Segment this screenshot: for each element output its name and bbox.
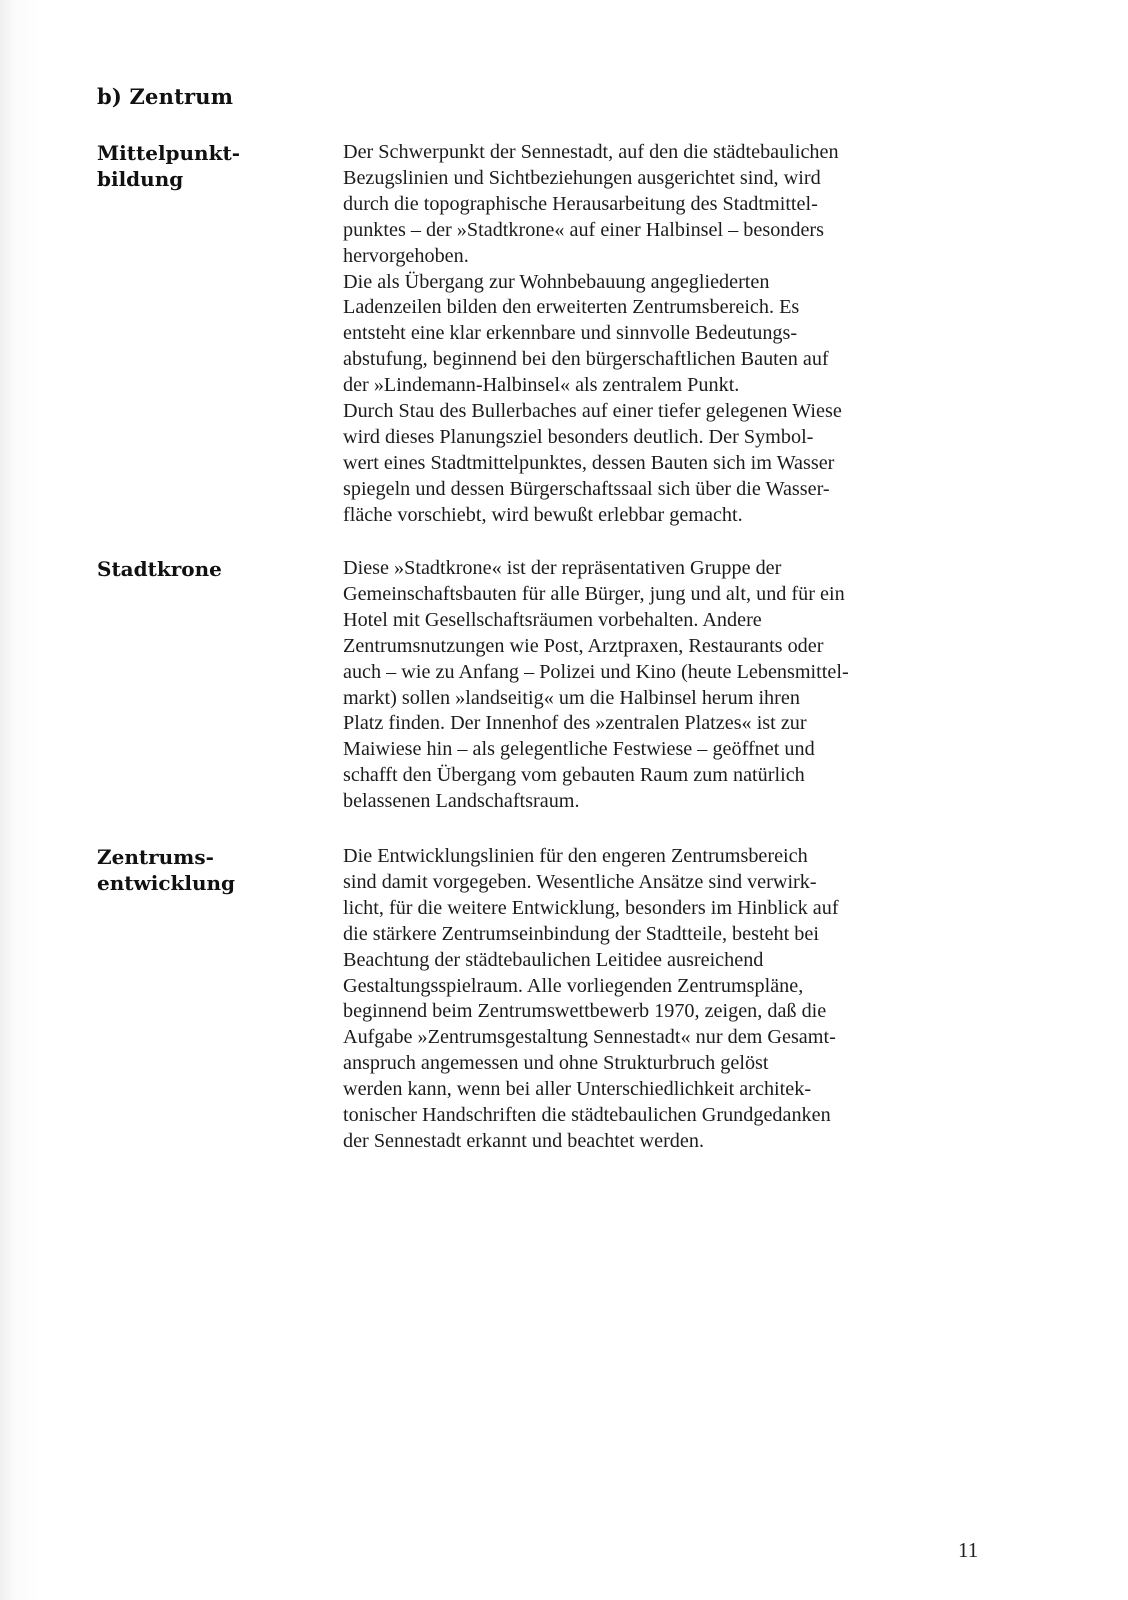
- text-line: entsteht eine klar erkennbare und sinnvolle Bedeutungs-: [343, 322, 798, 345]
- text-line: markt) sollen »landseitig« um die Halbinsel herum ihren: [343, 686, 800, 709]
- text-line: auch – wie zu Anfang – Polizei und Kino (heute Lebensmittel-: [343, 660, 849, 683]
- text-line: abstufung, beginnend bei den bürgerschaftlichen Bauten auf: [343, 348, 829, 371]
- text-line: durch die topographische Herausarbeitung des Stadtmittel-: [343, 192, 818, 215]
- text-line: wird dieses Planungsziel besonders deutlich. Der Symbol-: [343, 425, 814, 448]
- text-line: punktes – der »Stadtkrone« auf einer Halbinsel – besonders: [343, 218, 825, 241]
- text-line: Gemeinschaftsbauten für alle Bürger, jung und alt, und für ein: [343, 582, 845, 605]
- text-line: hervorgehoben.: [343, 244, 469, 267]
- paragraph: [343, 140, 983, 529]
- text-line: Die als Übergang zur Wohnbebauung angegliederten: [343, 270, 770, 293]
- text-line: der Sennestadt erkannt und beachtet werden.: [343, 1129, 704, 1152]
- text-line: Gestaltungsspielraum. Alle vorliegenden Zentrumspläne,: [343, 974, 804, 997]
- text-line: Platz finden. Der Innenhof des »zentralen Platzes« ist zur: [343, 712, 807, 735]
- side-label-line: entwicklung: [97, 871, 236, 895]
- text-line: Ladenzeilen bilden den erweiterten Zentrumsbereich. Es: [343, 296, 800, 319]
- side-label-line: bildung: [97, 167, 184, 191]
- side-label: [97, 140, 297, 192]
- text-line: tonischer Handschriften die städtebaulichen Grundgedanken: [343, 1104, 831, 1127]
- text-line: wert eines Stadtmittelpunktes, dessen Bauten sich im Wasser: [343, 451, 835, 474]
- side-label-line: Mittelpunkt-: [97, 141, 240, 165]
- text-line: die stärkere Zentrumseinbindung der Stadtteile, besteht bei: [343, 922, 819, 945]
- text-line: Durch Stau des Bullerbaches auf einer tiefer gelegenen Wiese: [343, 400, 842, 423]
- text-line: schafft den Übergang vom gebauten Raum zum natürlich: [343, 764, 805, 787]
- text-line: werden kann, wenn bei aller Unterschiedlichkeit architek-: [343, 1078, 812, 1101]
- text-line: der »Lindemann-Halbinsel« als zentralem Punkt.: [343, 374, 740, 397]
- text-line: Der Schwerpunkt der Sennestadt, auf den die städtebaulichen: [343, 141, 839, 163]
- page-number: 11: [958, 1538, 979, 1562]
- text-line: spiegeln und dessen Bürgerschaftssaal sich über die Wasser-: [343, 477, 830, 500]
- section-heading: b) Zentrum: [97, 84, 234, 109]
- text-line: belassenen Landschaftsraum.: [343, 790, 580, 813]
- text-line: Beachtung der städtebaulichen Leitidee ausreichend: [343, 948, 764, 971]
- text-line: fläche vorschiebt, wird bewußt erlebbar gemacht.: [343, 503, 743, 526]
- text-line: Hotel mit Gesellschaftsräumen vorbehalten. Andere: [343, 608, 762, 631]
- text-line: beginnend beim Zentrumswettbewerb 1970, zeigen, daß die: [343, 1000, 827, 1023]
- text-line: Diese »Stadtkrone« ist der repräsentativen Gruppe der: [343, 557, 782, 579]
- text-line: Die Entwicklungslinien für den engeren Zentrumsbereich: [343, 845, 808, 867]
- text-line: Zentrumsnutzungen wie Post, Arztpraxen, Restaurants oder: [343, 634, 824, 657]
- text-line: Bezugslinien und Sichtbeziehungen ausgerichtet sind, wird: [343, 166, 821, 189]
- side-label: [97, 556, 297, 582]
- side-label-line: Stadtkrone: [97, 557, 222, 581]
- text-line: Maiwiese hin – als gelegentliche Festwiese – geöffnet und: [343, 738, 815, 761]
- paragraph: [343, 556, 983, 815]
- text-line: licht, für die weitere Entwicklung, besonders im Hinblick auf: [343, 896, 839, 919]
- text-line: Aufgabe »Zentrumsgestaltung Sennestadt« nur dem Gesamt-: [343, 1026, 836, 1049]
- side-label: [97, 844, 297, 896]
- paragraph: [343, 844, 983, 1155]
- text-line: anspruch angemessen und ohne Strukturbruch gelöst: [343, 1052, 769, 1075]
- text-line: sind damit vorgegeben. Wesentliche Ansätze sind verwirk-: [343, 870, 817, 893]
- side-label-line: Zentrums-: [97, 845, 214, 869]
